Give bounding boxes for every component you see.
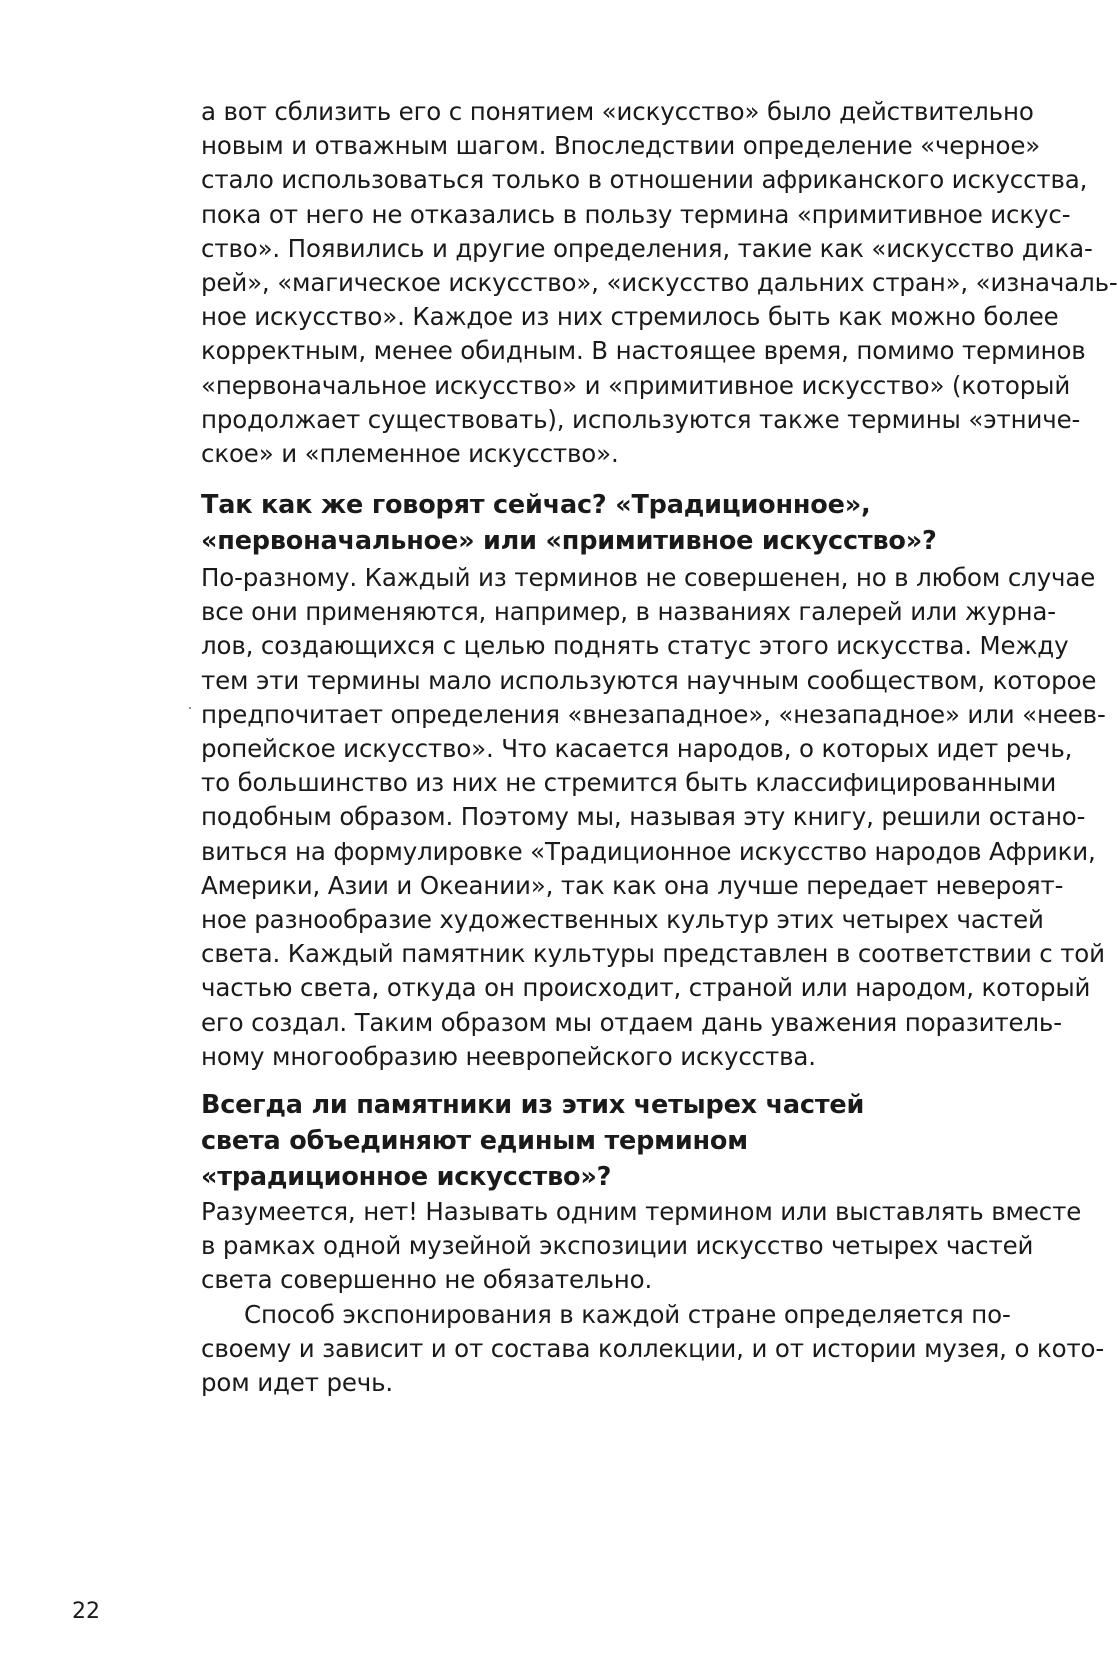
text-line: света совершенно не обязательно.	[201, 1265, 653, 1295]
text-line: ское» и «племенное искусство».	[201, 439, 619, 469]
text-line: тем эти термины мало используются научным сообществом, которое	[201, 665, 1097, 695]
text-line: ром идет речь.	[201, 1368, 394, 1398]
heading-line: Всегда ли памятники из этих четырех частей	[201, 1090, 865, 1120]
text-line: его создал. Таким образом мы отдаем дань уважения поразитель-	[201, 1007, 1062, 1037]
section-heading-2	[201, 1087, 961, 1195]
section-2-paragraph-2	[201, 1298, 1105, 1401]
text-line: своему и зависит и от состава коллекции, и от истории музея, о кото-	[201, 1334, 1105, 1364]
paragraph-intro	[201, 95, 1118, 471]
scan-speck	[189, 707, 191, 709]
text-line: все они применяются, например, в названиях галерей или журна-	[201, 597, 1056, 627]
text-line: света. Каждый памятник культуры представлен в соответствии с той	[201, 939, 1105, 969]
section-heading-1	[201, 487, 961, 559]
text-line: лов, создающихся с целью поднять статус этого искусства. Между	[201, 631, 1069, 661]
text-line: подобным образом. Поэтому мы, называя эту книгу, решили остано-	[201, 802, 1086, 832]
text-line: а вот сблизить его с понятием «искусство» было действительно	[201, 97, 1034, 126]
section-2-body	[201, 1195, 1082, 1298]
text-line: то большинство из них не стремится быть классифицированными	[201, 768, 1057, 798]
text-line: Способ экспонирования в каждой стране определяется по-	[244, 1300, 1011, 1329]
heading-line: света объединяют единым термином	[201, 1126, 748, 1156]
heading-line: «первоначальное» или «примитивное искусство»?	[201, 526, 937, 556]
text-line: частью света, откуда он происходит, страной или народом, который	[201, 973, 1091, 1003]
heading-line: Так как же говорят сейчас? «Традиционное»,	[201, 490, 871, 520]
text-line: ропейское искусство». Что касается народов, о которых идет речь,	[201, 734, 1073, 764]
text-line: ному многообразию неевропейского искусства.	[201, 1041, 816, 1071]
text-line: новым и отважным шагом. Впоследствии определение «черное»	[201, 131, 1041, 161]
text-line: виться на формулировке «Традиционное искусство народов Африки,	[201, 836, 1096, 866]
text-line: продолжает существовать), используются также термины «этниче-	[201, 404, 1081, 434]
text-line: Разумеется, нет! Называть одним термином или выставлять вместе	[201, 1197, 1082, 1226]
text-line: ное искусство». Каждое из них стремилось быть как можно более	[201, 302, 1059, 332]
page-number: 22	[72, 1599, 100, 1624]
text-line: корректным, менее обидным. В настоящее время, помимо терминов	[201, 336, 1086, 366]
text-line: предпочитает определения «внезападное», «незападное» или «неев-	[201, 699, 1106, 729]
text-line: в рамках одной музейной экспозиции искусство четырех частей	[201, 1231, 1034, 1261]
section-1-body	[201, 561, 1106, 1074]
text-line: ное разнообразие художественных культур этих четырех частей	[201, 905, 1044, 935]
text-line: пока от него не отказались в пользу термина «примитивное искус-	[201, 199, 1071, 229]
text-line: стало использоваться только в отношении африканского искусства,	[201, 165, 1088, 195]
text-line: Америки, Азии и Океании», так как она лучше передает невероят-	[201, 870, 1064, 900]
text-line: По-разному. Каждый из терминов не совершенен, но в любом случае	[201, 563, 1096, 592]
text-line: ство». Появились и другие определения, такие как «искусство дика-	[201, 233, 1093, 263]
text-line: «первоначальное искусство» и «примитивное искусство» (который	[201, 370, 1071, 400]
heading-line: «традиционное искусство»?	[201, 1162, 612, 1192]
text-line: рей», «магическое искусство», «искусство дальних стран», «изначаль-	[201, 268, 1118, 298]
